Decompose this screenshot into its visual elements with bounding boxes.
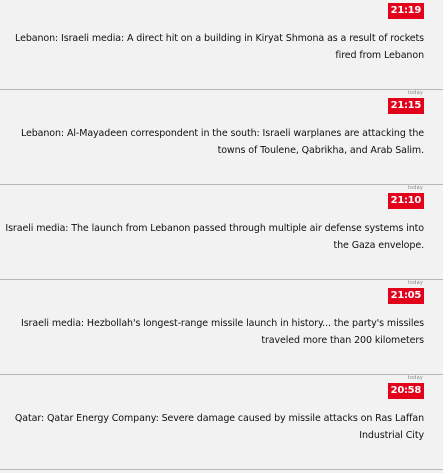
day-label: today: [407, 280, 423, 286]
day-label: today: [407, 90, 423, 96]
news-headline[interactable]: Israeli media: Hezbollah's longest-range missile launch in history... the party's missiles traveled more than 200 kilometers: [21, 318, 424, 346]
news-item[interactable]: [0, 90, 443, 185]
news-item[interactable]: [0, 185, 443, 280]
time-badge: 21:05: [388, 288, 424, 304]
day-label: today: [407, 185, 423, 191]
news-item[interactable]: [0, 375, 443, 470]
news-item[interactable]: [0, 0, 443, 90]
time-badge: 20:58: [388, 383, 424, 399]
day-label: [408, 0, 423, 1]
time-badge: 21:19: [388, 3, 424, 19]
news-headline[interactable]: Lebanon: Israeli media: A direct hit on a building in Kiryat Shmona as a result of rockets fired from Lebanon: [15, 33, 424, 61]
day-label: today: [407, 375, 423, 381]
news-headline[interactable]: Lebanon: Al-Mayadeen correspondent in the south: Israeli warplanes are attacking the towns of Toulene, Qabrikha, and Arab Salim.: [20, 128, 424, 156]
news-headline[interactable]: Israeli media: The launch from Lebanon passed through multiple air defense systems into the Gaza envelope.: [5, 223, 424, 251]
time-badge: 21:15: [388, 98, 424, 114]
time-badge: 21:10: [388, 193, 424, 209]
news-headline[interactable]: Qatar: Qatar Energy Company: Severe damage caused by missile attacks on Ras Laffan Industrial City: [14, 413, 424, 441]
news-item[interactable]: [0, 280, 443, 375]
